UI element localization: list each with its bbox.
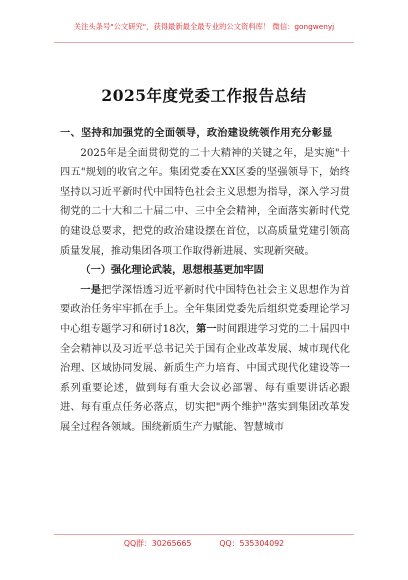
subsection-heading: （一）强化理论武装，思想根基更加牢固	[80, 264, 264, 277]
paragraph: 2025年是全面贯彻党的二十大精神的关键之年，是实施"十四五"规划的收官之年。集团党委在XX区委的坚强领导下，始终坚持以习近平新时代中国特色社会主义思想为指导，深入学习贯彻党的二十大和二十届二中、三中全会精神，全面落实新时代党的建设总要求，把党的政治建设摆在首位，以高质量党建引领高质量发展，推动集团各项工作取得新进展、实现新突破。	[60, 147, 350, 257]
paragraph-text: 时间跟进学习党的二十届四中全会精神以及习近平总书记关于国有企业改革发展、城市现代化治理、区域协同发展、新质生产力培育、中国式现代化建设等一系列重要论述，做到每有重大会议必部署、每有重要讲话必跟进、每有重点任务必落点，切实把"两个维护"落实到集团改革发展全过程各领域。围绕新质生产力赋能、智慧城市	[60, 323, 351, 433]
section-heading: 一、坚持和加强党的全面领导，政治建设统领作用充分彰显	[60, 127, 333, 139]
footer-divider	[54, 534, 354, 535]
header-banner: 关注头条号"公文研究"，获得最新最全最专业的公文资料库！ 微信：gongwenyj	[73, 22, 335, 31]
footer-qq-group: QQ群：30265665	[123, 539, 192, 548]
paragraph-lead: 一是	[80, 283, 102, 296]
footer-qq: QQ：535304092	[219, 539, 285, 548]
paragraph	[60, 281, 350, 438]
paragraph-emphasis: 第一	[196, 322, 217, 335]
document-body	[60, 124, 350, 438]
footer	[0, 538, 408, 549]
paragraph-text: 把学深悟透习近平新时代中国特色社会主义思想作为首要政治任务牢牢抓在手上。全年集团党委先后组织党委理论学习中心组专题学习和研讨18次，	[60, 284, 351, 335]
header-divider	[54, 42, 354, 43]
document-title: 2025年度党委工作报告总结	[101, 86, 307, 105]
